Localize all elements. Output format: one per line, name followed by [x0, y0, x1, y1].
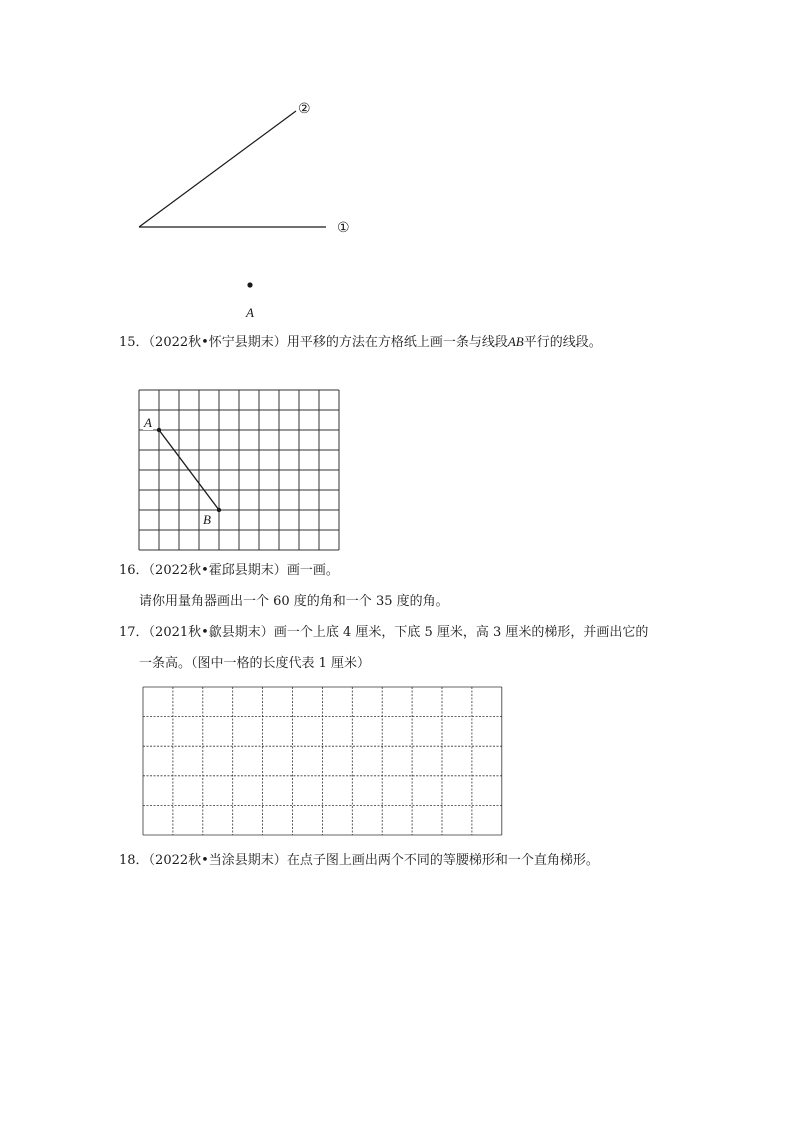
q18-prompt [119, 853, 599, 869]
q16-instruction: 请你用量角器画出一个 60 度的角和一个 35 度的角。 [139, 594, 449, 609]
q18-source: （2022秋•当涂县期末） [148, 853, 287, 868]
q17-text-line2: 一条高。（图中一格的长度代表 1 厘米） [139, 656, 371, 671]
q16-title: 画一画。 [286, 563, 339, 578]
q15-point-a-label: A [144, 415, 152, 430]
q18-text: 在点子图上画出两个不同的等腰梯形和一个直角梯形。 [286, 853, 599, 868]
q17-number: 17． [119, 625, 149, 640]
ray-1-label: ① [337, 220, 350, 236]
ray-2-label: ② [298, 101, 311, 117]
q15-text-before: 用平移的方法在方格纸上画一条与线段 [286, 335, 508, 350]
q16-source: （2022秋•霍邱县期末） [148, 563, 287, 578]
q16-number: 16． [119, 563, 149, 578]
q15-source: （2022秋•怀宁县期末） [148, 335, 287, 350]
q15-text-after: 平行的线段。 [523, 335, 602, 350]
point-a-label: A [246, 305, 254, 320]
q15-segment-name: AB [507, 334, 524, 349]
q17-source: （2021秋•歙县期末） [148, 625, 274, 640]
q18-number: 18． [119, 853, 149, 868]
q17-grid-lines [143, 687, 502, 835]
q15-point-b-label: B [203, 512, 211, 527]
q15-number: 15． [119, 335, 149, 350]
q17-text-line1: 画一个上底 4 厘米，下底 5 厘米，高 3 厘米的梯形，并画出它的 [273, 625, 649, 640]
